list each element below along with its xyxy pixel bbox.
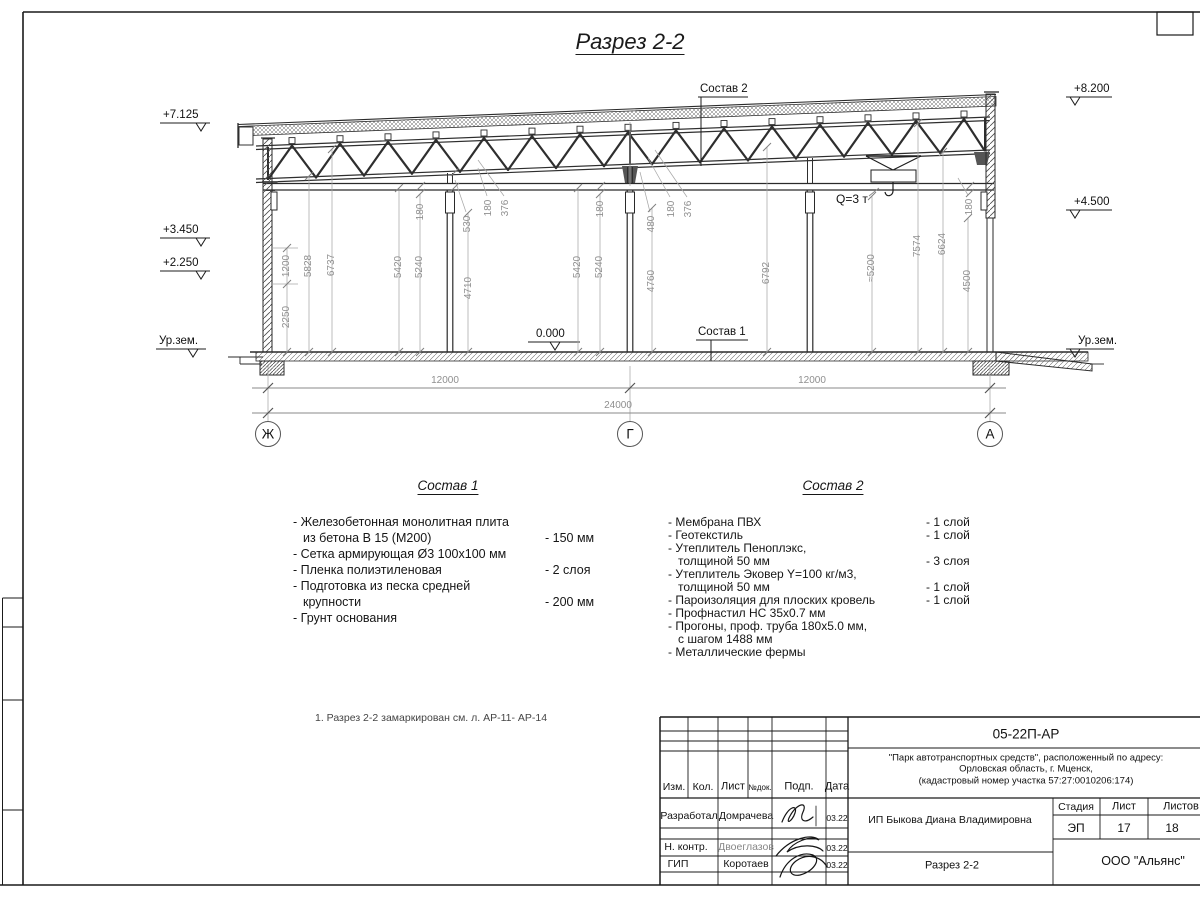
stage-header: Стадия <box>1058 800 1094 813</box>
company-name: ООО "Альянс" <box>1101 853 1185 868</box>
dim-label: 6737 <box>326 253 337 277</box>
list-item: - Мембрана ПВХ - 1 слой <box>668 515 970 529</box>
signature-date: 03.22 <box>826 812 848 823</box>
composition-2-title: Состав 2 <box>802 478 864 493</box>
elevation-label: Ур.зем. <box>1078 335 1118 347</box>
dim-label: 180 <box>595 200 606 218</box>
elevation-label-zero: 0.000 <box>536 328 565 340</box>
dim-label: 5828 <box>303 254 314 278</box>
elevation-label: Ур.зем. <box>159 335 199 347</box>
dim-label: 5420 <box>572 255 583 279</box>
dim-label: 4760 <box>646 269 657 293</box>
list-item: - Пароизоляция для плоских кровель - 1 слой <box>668 593 970 607</box>
sostav2-reference: Состав 2 <box>700 83 748 95</box>
page-title: Разрез 2-2 <box>575 29 685 54</box>
dim-label: 5240 <box>414 255 425 279</box>
crane-beam <box>263 184 994 191</box>
list-item: из бетона В 15 (М200) - 150 мм <box>303 531 595 545</box>
dim-label: 376 <box>500 199 511 217</box>
roof <box>238 92 999 148</box>
list-item: - Утеплитель Пеноплэкс, <box>668 541 807 555</box>
composition-1-title: Состав 1 <box>417 478 479 493</box>
list-item: с шагом 1488 мм <box>678 632 773 646</box>
elevation-label: +2.250 <box>163 257 199 269</box>
list-item: - Грунт основания <box>293 611 398 625</box>
column-header-ndok: №док. <box>748 783 772 792</box>
list-item: крупности - 200 мм <box>303 595 595 609</box>
axis-bubble-a: А <box>985 426 995 442</box>
project-description-line3: (кадастровый номер участка 57:27:0010206:174) <box>918 775 1134 787</box>
role-label: ГИП <box>667 857 689 870</box>
list-item: - Металлические фермы <box>668 645 806 659</box>
sheet-header: Лист <box>1112 800 1136 813</box>
elevation-label: +4.500 <box>1074 196 1110 208</box>
dim-label: 480 <box>646 215 657 233</box>
role-label: Н. контр. <box>664 840 708 853</box>
elevation-label: +7.125 <box>163 109 199 121</box>
dim-label: ≈5200 <box>866 254 877 282</box>
dim-label: 1200 <box>281 254 292 278</box>
person-name: Коротаев <box>723 857 769 870</box>
dim-label: 4710 <box>463 276 474 300</box>
total-dim-label: 24000 <box>604 400 632 411</box>
dim-label: 180 <box>666 200 677 218</box>
signatures <box>776 805 827 877</box>
signature-domracheva <box>782 805 813 822</box>
person-name: Двоеглазов <box>718 840 774 853</box>
column-header-list: Лист <box>721 780 745 793</box>
list-item: - Утеплитель Эковер Y=100 кг/м3, <box>668 567 857 581</box>
person-name: Домрачева <box>718 809 774 822</box>
column-header-data: Дата <box>824 780 850 793</box>
composition-1-block <box>293 478 603 627</box>
dim-label: 376 <box>683 200 694 218</box>
sostav-leaders <box>696 97 748 361</box>
column-header-izm: Изм. <box>662 780 686 793</box>
span-dim-label: 12000 <box>798 375 826 386</box>
crane-capacity-label: Q=3 т <box>836 192 868 206</box>
dim-label: 180 <box>483 199 494 217</box>
axis-bubble-zh: Ж <box>261 426 275 442</box>
signature-date: 03.22 <box>826 859 848 870</box>
elevation-label: +8.200 <box>1074 83 1110 95</box>
dim-label: 5240 <box>594 255 605 279</box>
elevation-marks <box>156 97 1114 357</box>
project-description-line2: Орловская область, г. Мценск, <box>959 763 1093 775</box>
list-item: - Сетка армирующая Ø3 100х100 мм <box>293 547 507 561</box>
column-header-podp: Подп. <box>784 780 814 793</box>
document-number: 05-22П-АР <box>992 726 1060 742</box>
list-item: - Подготовка из песка средней <box>293 579 471 593</box>
role-label: Разработал <box>660 809 718 822</box>
list-item: - Пленка полиэтиленовая - 2 слоя <box>293 563 591 577</box>
list-item: - Железобетонная монолитная плита <box>293 515 509 529</box>
dim-label: 180 <box>964 198 975 216</box>
composition-2-block <box>668 478 998 658</box>
stage-value: ЭП <box>1067 821 1085 835</box>
list-item: - Прогоны, проф. труба 180х5.0 мм, <box>668 619 868 633</box>
signature-korotaev <box>780 854 827 877</box>
sheets-total-header: Листов <box>1163 800 1199 813</box>
client-name: ИП Быкова Диана Владимировна <box>868 813 1032 826</box>
dim-label: 2250 <box>281 305 292 329</box>
dim-label: 4500 <box>962 269 973 293</box>
list-item: - Профнастил НС 35х0.7 мм <box>668 606 826 620</box>
sostav1-reference: Состав 1 <box>698 326 746 338</box>
dim-label: 6624 <box>937 232 948 256</box>
list-item: толщиной 50 мм - 3 слоя <box>678 554 970 568</box>
project-description-line1: "Парк автотранспортных средств", расположенный по адресу: <box>888 752 1164 764</box>
floor-slab <box>228 352 1104 375</box>
list-item: - Геотекстиль - 1 слой <box>668 528 970 542</box>
dim-label: 5420 <box>393 255 404 279</box>
sheet-number-value: 17 <box>1117 821 1131 835</box>
axis-bubble-g: Г <box>626 426 634 442</box>
list-item: толщиной 50 мм - 1 слой <box>678 580 970 594</box>
signature-dvoeglazov <box>776 837 823 856</box>
dim-label: 530 <box>462 215 473 233</box>
drawing-name: Разрез 2-2 <box>924 859 980 872</box>
sheets-total-value: 18 <box>1165 821 1179 835</box>
signature-date: 03.22 <box>826 842 848 853</box>
dim-label: 6792 <box>761 261 772 285</box>
elevation-label: +3.450 <box>163 224 199 236</box>
sheet-note: 1. Разрез 2-2 замаркирован см. л. АР-11- АР-14 <box>315 712 548 724</box>
dim-label: 180 <box>415 203 426 221</box>
dim-label: 7574 <box>912 234 923 258</box>
span-dim-label: 12000 <box>431 375 459 386</box>
column-header-kol: Кол. <box>692 780 714 793</box>
